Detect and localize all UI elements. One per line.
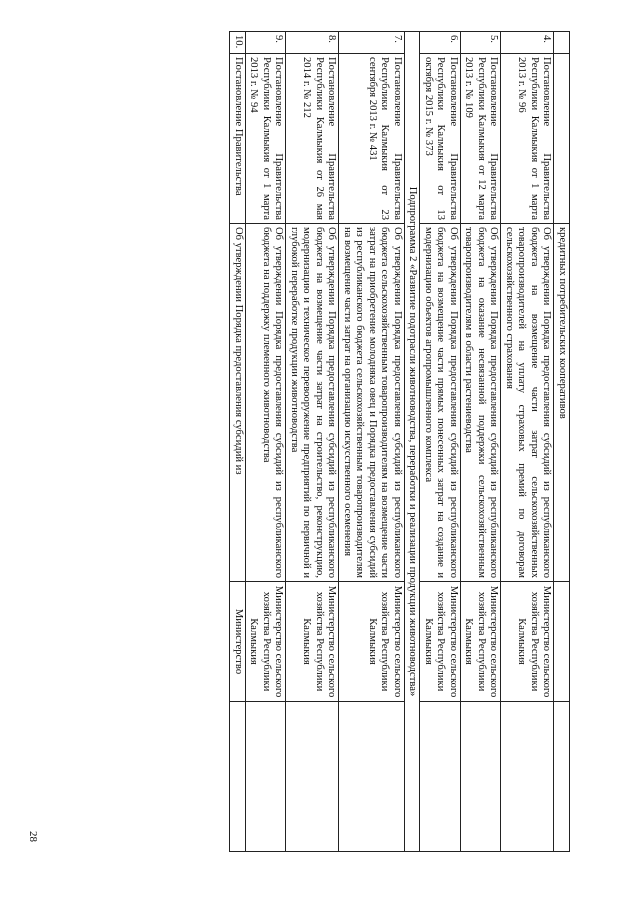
row-description: Об утверждении Порядка предоставления субсидий из республиканского бюджета на возмещение части прямых понесенных затрат на создание и модернизацию объектов агропромышленного комплекса: [420, 224, 461, 582]
table-row: [230, 32, 246, 852]
subprogram-row: [405, 32, 421, 852]
row-ministry: Министерство сельского хозяйства Республики Калмыкия: [286, 582, 339, 702]
row-ministry: Министерство сельского хозяйства Республики Калмыкия: [501, 582, 554, 702]
row-legal-act: Постановление Правительства: [230, 54, 246, 224]
row-number: 10.: [230, 32, 246, 54]
table-row: [246, 32, 287, 852]
row-legal-act: Постановление Правительства Республики Калмыкия от 1 марта 2013 г. № 96: [501, 54, 554, 224]
table-cell: [554, 702, 570, 852]
table-cell: [230, 702, 246, 852]
row-ministry: Министерство сельского хозяйства Республики Калмыкия: [420, 582, 461, 702]
table-cell: [554, 582, 570, 702]
row-description: Об утверждении Порядка предоставления субсидий из: [230, 224, 246, 582]
legal-acts-table: [230, 31, 571, 852]
row-ministry: Министерство сельского хозяйства Республики Калмыкия: [461, 582, 502, 702]
row-number: 8.: [286, 32, 339, 54]
table-row: [339, 32, 405, 852]
table-cell: [286, 702, 339, 852]
table-row-continuation: [554, 32, 570, 852]
row-number: 6.: [420, 32, 461, 54]
row-description: Об утверждении Порядка предоставления субсидий из республиканского бюджета на возмещение части затрат сельскохозяйственных товаропроизводителей на уплату страховых премий по договорам сельскохозяйственного страхования: [501, 224, 554, 582]
row-legal-act: Постановление Правительства Республики Калмыкия от 26 мая 2014 г. № 212: [286, 54, 339, 224]
row-number: 5.: [461, 32, 502, 54]
row-description: Об утверждении Порядка предоставления субсидий из республиканского бюджета на оказание несвязанной поддержки сельскохозяйственным товаропроизводителям в области растениеводства: [461, 224, 502, 582]
row-legal-act: Постановление Правительства Республики Калмыкия от 13 октября 2015 г. № 373: [420, 54, 461, 224]
row-number: 7.: [339, 32, 405, 54]
row-ministry: Министерство: [230, 582, 246, 702]
table-row: [461, 32, 502, 852]
row-number: 9.: [246, 32, 287, 54]
table-cell: [339, 702, 405, 852]
page-number: 28: [27, 831, 39, 842]
row-description: Об утверждении Порядка предоставления субсидий из республиканского бюджета на возмещение части затрат на строительство, реконструкцию, модернизацию и техническое перевооружение предприятий по первичной и глубокой переработке продукции животноводства: [286, 224, 339, 582]
row-legal-act: Постановление Правительства Республики Калмыкия от 1 марта 2013 г. № 94: [246, 54, 287, 224]
table-cell: [554, 54, 570, 224]
rotated-page: [28, 31, 570, 851]
row-legal-act: Постановление Правительства Республики Калмыкия от 12 марта 2013 г. № 109: [461, 54, 502, 224]
row-description: Об утверждении Порядка предоставления субсидий из республиканского бюджета сельскохозяйственным товаропроизводителям на возмещение части затрат на приобретение молодняка овец и Порядка предоставления субсидий из республиканского бюджета сельскохозяйственным товаропроизводителям на возмещение части затрат на организацию искусственного осеменения: [339, 224, 405, 582]
row-description: Об утверждении Порядка предоставления субсидий из республиканского бюджета на поддержку племенного животноводства: [246, 224, 287, 582]
row-legal-act: Постановление Правительства Республики Калмыкия от 23 сентября 2013 г. № 431: [339, 54, 405, 224]
table-row: [501, 32, 554, 852]
table-cell: [554, 32, 570, 54]
row-ministry: Министерство сельского хозяйства Республики Калмыкия: [339, 582, 405, 702]
table-row: [286, 32, 339, 852]
row-number: 4.: [501, 32, 554, 54]
row-description: кредитных потребительских кооперативов: [554, 224, 570, 582]
table-cell: [420, 702, 461, 852]
row-ministry: Министерство сельского хозяйства Республики Калмыкия: [246, 582, 287, 702]
table-row: [420, 32, 461, 852]
subprogram-title: Подпрограмма 2 «Развитие подотрасли животноводства, переработки и реализации продукции животноводства»: [405, 32, 421, 852]
table-cell: [461, 702, 502, 852]
table-cell: [246, 702, 287, 852]
table-cell: [501, 702, 554, 852]
